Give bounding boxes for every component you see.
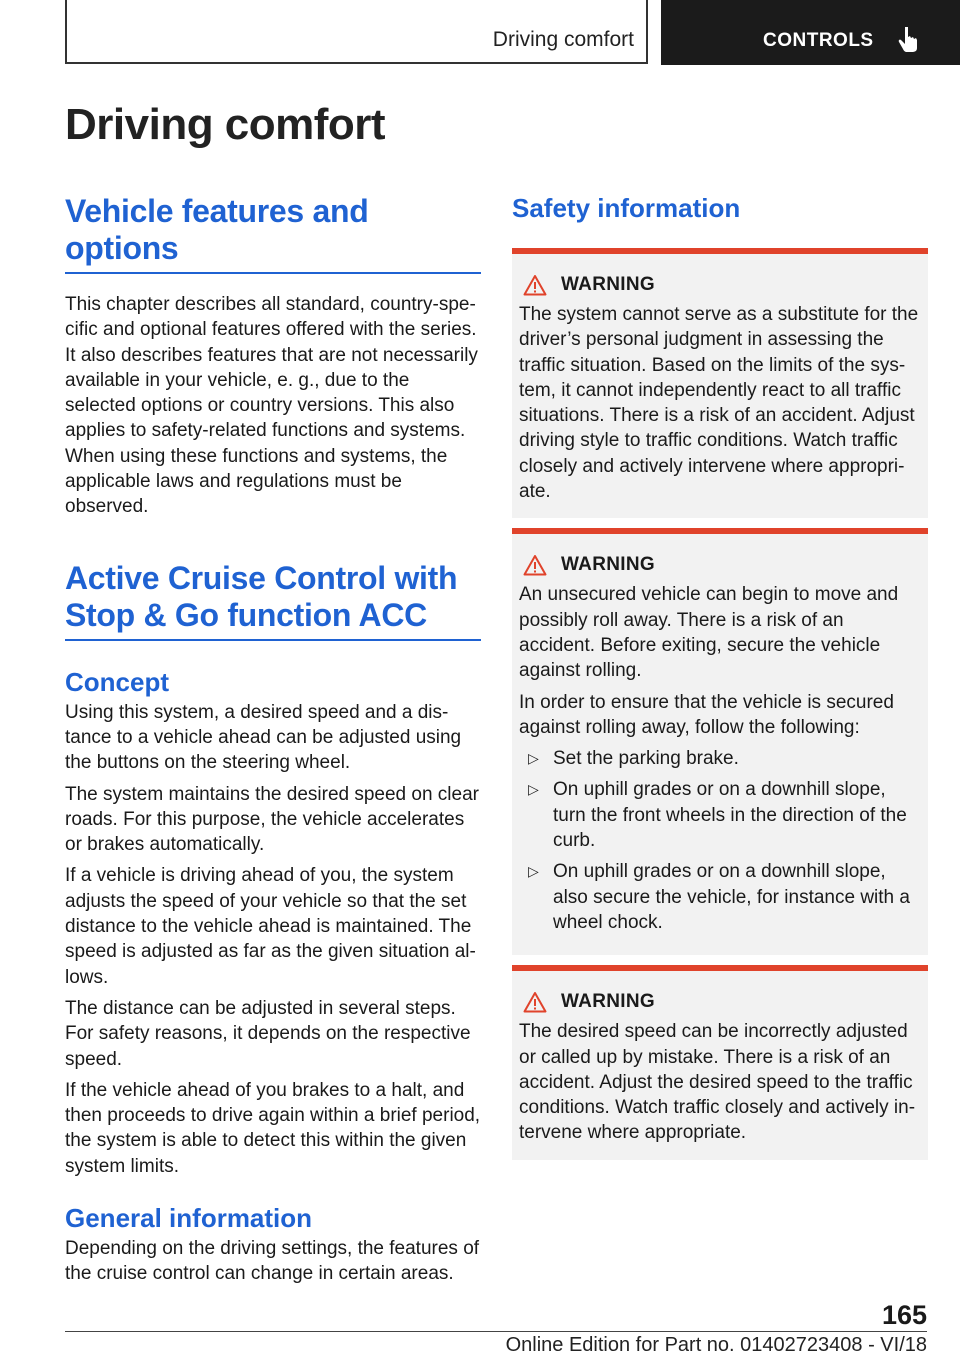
warning-box [512,248,928,518]
list-item-text: On uphill grades or on a downhill slope, turn the front wheels in the direction of the curb. [553,779,907,852]
page-title: Driving comfort [65,100,386,149]
warning-bullet-list [519,746,922,935]
warning-text: The system cannot serve as a substitute for the driver’s personal judgment in assessing the traffic situation. Based on the limits of the system, it cannot independently react to all traffic situations. There is a risk of an accident. Adjust driving style to traffic conditions. Watch traffic closely and actively intervene where appropriate. [519,304,919,503]
general-info-section [65,1203,481,1287]
concept-paragraph: The distance can be adjusted in several steps. For safety reasons, it depends on the respective speed. [65,997,471,1070]
heading-rule [65,272,481,274]
warning-text: In order to ensure that the vehicle is secured against rolling away, follow the following: [519,691,894,738]
general-info-heading: General information [65,1203,313,1234]
warning-triangle-icon [523,554,547,576]
left-column [65,193,481,1287]
list-item [519,777,922,853]
concept-section [65,667,481,1179]
warning-text: An unsecured vehicle can begin to move and possibly roll away. There is a risk of an accident. Before exiting, secure the vehicle against rolling. [519,584,899,682]
warning-box [512,528,928,955]
list-item [519,746,922,771]
heading-rule [65,639,481,641]
triangle-bullet-icon: ▷ [528,750,539,767]
vehicle-features-heading: Vehicle features and options [65,193,369,266]
warning-header [519,274,922,296]
warning-label: WARNING [561,991,655,1013]
list-item-text: Set the parking brake. [553,748,739,770]
warning-triangle-icon [523,274,547,296]
safety-info-heading: Safety information [512,193,741,223]
page-number: 165 [881,1300,927,1330]
general-info-text: Depending on the driving settings, the features of the cruise control can change in certain areas. [65,1238,480,1285]
footer-rule [65,1331,927,1332]
triangle-bullet-icon: ▷ [528,781,539,798]
header-section-box [65,0,648,64]
list-item-text: On uphill grades or on a downhill slope, also secure the vehicle, for instance with a wheel chock. [553,861,910,933]
vehicle-features-text: This chapter describes all standard, country-specific and optional features offered with the series. It also describes features that are not necessarily available in your vehicle, e. g., due to the selected options or country versions. This also applies to safety-related functions and systems. When using these functions and systems, the applicable laws and regulations must be observed. [65,294,478,518]
header-chapter-tab [661,0,960,65]
concept-paragraph: If a vehicle is driving ahead of you, the system adjusts the speed of your vehicle so that the set distance to the vehicle ahead is maintained. The speed is adjusted as far as the given situation allows. [65,865,476,988]
concept-paragraph: The system maintains the desired speed on clear roads. For this purpose, the vehicle accelerates or brakes automatically. [65,783,479,856]
list-item [519,859,922,935]
concept-paragraph: Using this system, a desired speed and a distance to a vehicle ahead can be adjusted using the buttons on the steering wheel. [65,701,462,774]
vehicle-features-section [65,193,481,520]
header-section-title: Driving comfort [492,28,634,51]
concept-heading: Concept [65,666,169,697]
concept-paragraph: If the vehicle ahead of you brakes to a halt, and then proceeds to drive again within a brief period, the system is able to detect this within the given system limits. [65,1079,481,1177]
triangle-bullet-icon: ▷ [528,863,539,880]
warning-header [519,554,922,576]
right-column [512,193,928,1160]
footer-edition: Online Edition for Part no. 01402723408 - VI/18 [505,1334,927,1356]
acc-heading: Active Cruise Control with Stop & Go function ACC [65,559,458,633]
warning-header [519,991,922,1013]
acc-section [65,560,481,641]
warning-label: WARNING [561,554,655,576]
warning-box [512,965,928,1159]
warning-label: WARNING [561,274,655,295]
warning-triangle-icon [523,991,547,1013]
header-chapter-label: CONTROLS [763,30,874,51]
pointing-hand-icon [896,25,922,53]
warning-text: The desired speed can be incorrectly adjusted or called up by mistake. There is a risk of an accident. Adjust the desired speed to the traffic conditions. Watch traffic closely and actively intervene where appropriate. [519,1021,916,1144]
